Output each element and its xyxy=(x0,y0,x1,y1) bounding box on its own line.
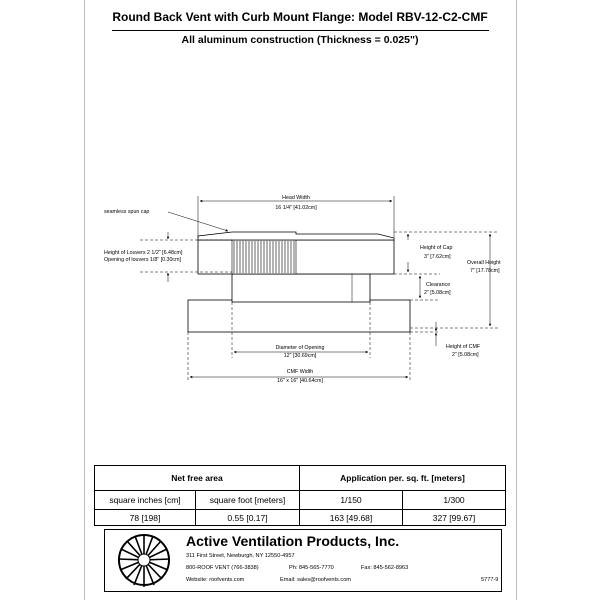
company-logo-icon xyxy=(116,531,172,589)
company-address: 311 First Street, Newburgh, NY 12550-4957 xyxy=(186,553,295,559)
company-phone: Ph: 845-565-7770 xyxy=(289,565,334,571)
subheader-1-300: 1/300 xyxy=(403,491,506,510)
subheader-1-150: 1/150 xyxy=(300,491,403,510)
opening-title: Diameter of Opening xyxy=(275,345,325,351)
overall-height-title: Overall Height xyxy=(467,260,501,266)
subheader-sq-inches: square inches [cm] xyxy=(95,491,196,510)
louvers xyxy=(234,241,294,273)
louver-opening-label: Opening of louvers 1/8" [0.30cm] xyxy=(104,257,181,263)
seamless-cap-label: seamless spun cap xyxy=(104,209,150,215)
subheader-sq-foot: square foot [meters] xyxy=(196,491,300,510)
head-width-title: Head Width xyxy=(282,195,310,201)
net-free-area-header: Net free area xyxy=(95,466,300,491)
vent-neck xyxy=(232,274,370,302)
document-number: 5777-9 xyxy=(481,577,499,583)
company-website[interactable]: Website: roofvents.com xyxy=(186,577,245,583)
specs-table xyxy=(94,465,506,526)
cap-height-value: 3" [7.62cm] xyxy=(424,254,451,260)
value-sq-inches: 78 [198] xyxy=(95,510,196,526)
spun-cap xyxy=(198,232,394,240)
company-fax: Fax: 845-562-8963 xyxy=(361,565,409,571)
company-email[interactable]: Email: sales@roofvents.com xyxy=(280,577,351,583)
cap-height-title: Height of Cap xyxy=(420,245,453,251)
overall-height-value: 7" [17.78cm] xyxy=(470,268,500,274)
clearance-title: Clearance xyxy=(426,282,451,288)
value-1-300: 327 [99.67] xyxy=(403,510,506,526)
company-phone-vanity: 800-ROOF VENT (766-3838) xyxy=(186,565,259,571)
cmf-width-value: 16" x 16" [40.64cm] xyxy=(277,378,323,384)
cmf-width-title: CMF Width xyxy=(286,369,314,375)
page-subtitle: All aluminum construction (Thickness = 0.025") xyxy=(181,34,419,46)
cmf-height-title: Height of CMF xyxy=(446,344,481,350)
value-sq-foot: 0.55 [0.17] xyxy=(196,510,300,526)
cmf-flange xyxy=(188,300,410,332)
application-header: Application per. sq. ft. [meters] xyxy=(300,466,506,491)
head-width-value: 16 1/4" [41.02cm] xyxy=(275,205,317,211)
company-name: Active Ventilation Products, Inc. xyxy=(186,533,400,549)
value-1-150: 163 [49.68] xyxy=(300,510,403,526)
page-title: Round Back Vent with Curb Mount Flange: Model RBV-12-C2-CMF xyxy=(112,10,488,24)
opening-value: 12" [30.69cm] xyxy=(283,353,317,359)
clearance-value: 2" [5.08cm] xyxy=(424,290,451,296)
cmf-height-value: 2" [5.08cm] xyxy=(452,352,479,358)
louver-height-label: Height of Louvers 2 1/2" [6.48cm] xyxy=(104,250,183,256)
